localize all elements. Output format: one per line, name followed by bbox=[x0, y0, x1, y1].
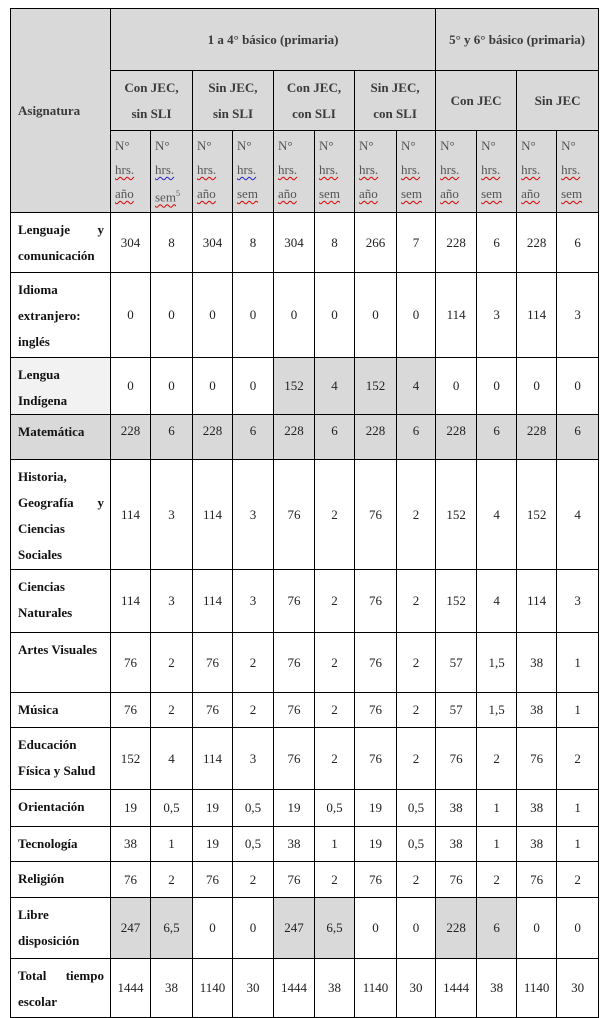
cell-hours-year: 38 bbox=[517, 827, 557, 862]
cell-hours-week: 1 bbox=[557, 693, 599, 728]
subheader-4: Con JEC bbox=[436, 71, 517, 131]
cell-hours-week: 30 bbox=[557, 959, 599, 1018]
unit-no: N° bbox=[521, 138, 536, 153]
cell-hours-week: 6 bbox=[397, 415, 436, 460]
table-row bbox=[11, 827, 599, 862]
unit-header-week bbox=[233, 131, 274, 213]
cell-hours-year: 76 bbox=[355, 460, 397, 570]
cell-hours-week: 2 bbox=[397, 728, 436, 790]
unit-header-week bbox=[151, 131, 193, 213]
cell-hours-week: 1,5 bbox=[477, 693, 517, 728]
row-label: Religión bbox=[11, 862, 111, 898]
cell-hours-week: 3 bbox=[233, 728, 274, 790]
cell-hours-week: 4 bbox=[557, 460, 599, 570]
cell-hours-week: 4 bbox=[477, 570, 517, 633]
unit-period: año bbox=[521, 186, 540, 201]
cell-hours-year: 76 bbox=[274, 862, 315, 898]
unit-no: N° bbox=[561, 138, 576, 153]
cell-hours-week: 2 bbox=[151, 862, 193, 898]
cell-hours-week: 6 bbox=[151, 415, 193, 460]
cell-hours-year: 152 bbox=[111, 728, 151, 790]
cell-hours-year: 76 bbox=[274, 570, 315, 633]
cell-hours-year: 1140 bbox=[193, 959, 233, 1018]
cell-hours-year: 76 bbox=[274, 460, 315, 570]
cell-hours-week: 0 bbox=[557, 898, 599, 959]
cell-hours-year: 19 bbox=[355, 827, 397, 862]
cell-hours-year: 76 bbox=[274, 693, 315, 728]
cell-hours-week: 3 bbox=[477, 273, 517, 358]
table-row bbox=[11, 415, 599, 460]
cell-hours-year: 0 bbox=[193, 898, 233, 959]
cell-hours-week: 2 bbox=[151, 633, 193, 693]
cell-hours-year: 114 bbox=[111, 570, 151, 633]
cell-hours-year: 114 bbox=[517, 570, 557, 633]
cell-hours-week: 2 bbox=[557, 862, 599, 898]
cell-hours-week: 0 bbox=[397, 273, 436, 358]
curriculum-hours-table bbox=[10, 8, 599, 1018]
cell-hours-year: 228 bbox=[274, 415, 315, 460]
cell-hours-year: 114 bbox=[111, 460, 151, 570]
row-label: Lenguaje y comunicación bbox=[11, 213, 111, 273]
row-label: Libre disposición bbox=[11, 898, 111, 959]
cell-hours-year: 152 bbox=[517, 460, 557, 570]
table-row bbox=[11, 898, 599, 959]
cell-hours-week: 2 bbox=[557, 728, 599, 790]
unit-no: N° bbox=[359, 138, 374, 153]
footnote-marker: 5 bbox=[175, 189, 180, 198]
cell-hours-year: 114 bbox=[436, 273, 477, 358]
cell-hours-week: 1 bbox=[315, 827, 355, 862]
cell-hours-year: 76 bbox=[355, 570, 397, 633]
cell-hours-week: 8 bbox=[233, 213, 274, 273]
cell-hours-week: 0 bbox=[557, 358, 599, 415]
unit-no: N° bbox=[319, 138, 334, 153]
cell-hours-year: 114 bbox=[193, 728, 233, 790]
unit-no: N° bbox=[155, 138, 170, 153]
cell-hours-year: 0 bbox=[274, 273, 315, 358]
cell-hours-week: 4 bbox=[397, 358, 436, 415]
cell-hours-week: 2 bbox=[315, 460, 355, 570]
table-row bbox=[11, 959, 599, 1018]
cell-hours-week: 2 bbox=[397, 693, 436, 728]
row-label: Idioma extranjero: inglés bbox=[11, 273, 111, 358]
cell-hours-week: 0,5 bbox=[233, 790, 274, 827]
cell-hours-week: 2 bbox=[397, 460, 436, 570]
cell-hours-week: 0 bbox=[477, 358, 517, 415]
cell-hours-year: 247 bbox=[274, 898, 315, 959]
cell-hours-week: 0 bbox=[151, 358, 193, 415]
row-label: Orientación bbox=[11, 790, 111, 827]
cell-hours-week: 2 bbox=[315, 728, 355, 790]
cell-hours-year: 76 bbox=[111, 633, 151, 693]
row-label: Total tiempo escolar bbox=[11, 959, 111, 1018]
cell-hours-week: 1 bbox=[477, 827, 517, 862]
cell-hours-year: 38 bbox=[436, 790, 477, 827]
unit-period: sem bbox=[561, 186, 583, 201]
cell-hours-week: 0,5 bbox=[315, 790, 355, 827]
cell-hours-year: 76 bbox=[436, 728, 477, 790]
header-asignatura: Asignatura bbox=[11, 9, 111, 213]
cell-hours-year: 1140 bbox=[355, 959, 397, 1018]
cell-hours-year: 228 bbox=[111, 415, 151, 460]
cell-hours-week: 2 bbox=[315, 570, 355, 633]
cell-hours-week: 0,5 bbox=[151, 790, 193, 827]
cell-hours-week: 3 bbox=[557, 570, 599, 633]
cell-hours-week: 2 bbox=[315, 633, 355, 693]
unit-header-week bbox=[557, 131, 599, 213]
cell-hours-year: 0 bbox=[355, 273, 397, 358]
cell-hours-year: 38 bbox=[436, 827, 477, 862]
unit-period: sem bbox=[319, 186, 340, 201]
cell-hours-week: 38 bbox=[315, 959, 355, 1018]
cell-hours-year: 76 bbox=[436, 862, 477, 898]
subheader-2: Con JEC, con SLI bbox=[274, 71, 355, 131]
cell-hours-week: 0,5 bbox=[397, 827, 436, 862]
unit-hrs: hrs. bbox=[115, 162, 135, 177]
cell-hours-year: 76 bbox=[355, 633, 397, 693]
unit-period: sem bbox=[237, 186, 258, 201]
cell-hours-year: 19 bbox=[274, 790, 315, 827]
cell-hours-year: 19 bbox=[193, 790, 233, 827]
cell-hours-week: 4 bbox=[315, 358, 355, 415]
unit-hrs: hrs. bbox=[401, 162, 421, 177]
cell-hours-year: 114 bbox=[193, 460, 233, 570]
cell-hours-week: 2 bbox=[315, 862, 355, 898]
cell-hours-week: 2 bbox=[397, 633, 436, 693]
unit-header-week bbox=[315, 131, 355, 213]
unit-hrs: hrs. bbox=[481, 162, 501, 177]
table-row bbox=[11, 460, 599, 570]
cell-hours-year: 57 bbox=[436, 693, 477, 728]
unit-hrs: hrs. bbox=[237, 162, 257, 177]
cell-hours-year: 0 bbox=[111, 273, 151, 358]
table-row bbox=[11, 728, 599, 790]
cell-hours-year: 19 bbox=[193, 827, 233, 862]
table-row bbox=[11, 693, 599, 728]
cell-hours-year: 38 bbox=[517, 693, 557, 728]
unit-header-year bbox=[274, 131, 315, 213]
cell-hours-week: 0 bbox=[233, 273, 274, 358]
cell-hours-year: 19 bbox=[355, 790, 397, 827]
table-row bbox=[11, 213, 599, 273]
cell-hours-year: 76 bbox=[517, 728, 557, 790]
unit-hrs: hrs. bbox=[155, 162, 175, 177]
cell-hours-week: 6 bbox=[477, 898, 517, 959]
cell-hours-year: 0 bbox=[111, 358, 151, 415]
cell-hours-year: 76 bbox=[111, 862, 151, 898]
unit-hrs: hrs. bbox=[197, 162, 217, 177]
row-label: Ciencias Naturales bbox=[11, 570, 111, 633]
cell-hours-year: 228 bbox=[193, 415, 233, 460]
cell-hours-year: 76 bbox=[355, 862, 397, 898]
unit-header-year bbox=[355, 131, 397, 213]
cell-hours-year: 0 bbox=[193, 273, 233, 358]
cell-hours-year: 76 bbox=[274, 633, 315, 693]
cell-hours-year: 76 bbox=[517, 862, 557, 898]
unit-period: año bbox=[278, 186, 297, 201]
cell-hours-week: 38 bbox=[477, 959, 517, 1018]
cell-hours-week: 1 bbox=[557, 790, 599, 827]
cell-hours-year: 228 bbox=[517, 213, 557, 273]
cell-hours-week: 2 bbox=[233, 862, 274, 898]
table-row bbox=[11, 862, 599, 898]
unit-hrs: hrs. bbox=[440, 162, 460, 177]
unit-no: N° bbox=[401, 138, 416, 153]
cell-hours-year: 76 bbox=[274, 728, 315, 790]
cell-hours-year: 0 bbox=[193, 358, 233, 415]
unit-period: año bbox=[440, 186, 459, 201]
cell-hours-year: 304 bbox=[193, 213, 233, 273]
unit-period: año bbox=[115, 186, 134, 201]
cell-hours-week: 0 bbox=[315, 273, 355, 358]
subheader-1: Sin JEC, sin SLI bbox=[193, 71, 274, 131]
unit-header-year bbox=[517, 131, 557, 213]
subheader-5: Sin JEC bbox=[517, 71, 599, 131]
cell-hours-week: 6,5 bbox=[151, 898, 193, 959]
cell-hours-year: 152 bbox=[436, 570, 477, 633]
row-label: Educación Física y Salud bbox=[11, 728, 111, 790]
cell-hours-year: 228 bbox=[517, 415, 557, 460]
cell-hours-year: 38 bbox=[111, 827, 151, 862]
cell-hours-week: 8 bbox=[315, 213, 355, 273]
cell-hours-week: 0,5 bbox=[233, 827, 274, 862]
header-group-1-4-basico: 1 a 4° básico (primaria) bbox=[111, 9, 436, 71]
cell-hours-year: 152 bbox=[355, 358, 397, 415]
unit-hrs: hrs. bbox=[359, 162, 379, 177]
unit-header-week bbox=[477, 131, 517, 213]
cell-hours-week: 3 bbox=[557, 273, 599, 358]
cell-hours-year: 1444 bbox=[274, 959, 315, 1018]
unit-no: N° bbox=[440, 138, 455, 153]
cell-hours-week: 30 bbox=[397, 959, 436, 1018]
cell-hours-year: 57 bbox=[436, 633, 477, 693]
cell-hours-week: 1 bbox=[477, 790, 517, 827]
table-row bbox=[11, 358, 599, 415]
cell-hours-year: 38 bbox=[517, 633, 557, 693]
cell-hours-week: 6 bbox=[233, 415, 274, 460]
row-label: Tecnología bbox=[11, 827, 111, 862]
cell-hours-year: 76 bbox=[193, 693, 233, 728]
cell-hours-year: 304 bbox=[274, 213, 315, 273]
unit-no: N° bbox=[237, 138, 252, 153]
unit-period: sem bbox=[155, 189, 176, 205]
cell-hours-week: 0 bbox=[151, 273, 193, 358]
cell-hours-year: 247 bbox=[111, 898, 151, 959]
row-label: Historia, Geografía y Ciencias Sociales bbox=[11, 460, 111, 570]
cell-hours-year: 114 bbox=[517, 273, 557, 358]
unit-header-week bbox=[397, 131, 436, 213]
cell-hours-week: 38 bbox=[151, 959, 193, 1018]
unit-no: N° bbox=[278, 138, 293, 153]
cell-hours-week: 30 bbox=[233, 959, 274, 1018]
subheader-3: Sin JEC, con SLI bbox=[355, 71, 436, 131]
unit-header-year bbox=[193, 131, 233, 213]
cell-hours-week: 0 bbox=[397, 898, 436, 959]
cell-hours-week: 3 bbox=[151, 570, 193, 633]
cell-hours-week: 1 bbox=[557, 827, 599, 862]
cell-hours-year: 76 bbox=[355, 693, 397, 728]
cell-hours-year: 0 bbox=[517, 898, 557, 959]
table-row bbox=[11, 633, 599, 693]
cell-hours-week: 6 bbox=[557, 213, 599, 273]
cell-hours-week: 7 bbox=[397, 213, 436, 273]
cell-hours-year: 76 bbox=[355, 728, 397, 790]
cell-hours-week: 6 bbox=[477, 213, 517, 273]
cell-hours-week: 2 bbox=[477, 862, 517, 898]
unit-period: año bbox=[197, 186, 216, 201]
cell-hours-week: 0 bbox=[233, 358, 274, 415]
cell-hours-week: 3 bbox=[151, 460, 193, 570]
cell-hours-year: 0 bbox=[436, 358, 477, 415]
cell-hours-week: 6 bbox=[557, 415, 599, 460]
row-label: Artes Visuales bbox=[11, 633, 111, 693]
cell-hours-year: 228 bbox=[355, 415, 397, 460]
cell-hours-week: 0,5 bbox=[397, 790, 436, 827]
cell-hours-week: 2 bbox=[233, 633, 274, 693]
row-label: Lengua Indígena bbox=[11, 358, 111, 415]
unit-no: N° bbox=[481, 138, 496, 153]
cell-hours-year: 38 bbox=[274, 827, 315, 862]
table-row bbox=[11, 273, 599, 358]
cell-hours-year: 1444 bbox=[111, 959, 151, 1018]
cell-hours-year: 0 bbox=[355, 898, 397, 959]
unit-no: N° bbox=[197, 138, 212, 153]
subheader-0: Con JEC, sin SLI bbox=[111, 71, 193, 131]
cell-hours-week: 3 bbox=[233, 570, 274, 633]
cell-hours-week: 4 bbox=[151, 728, 193, 790]
cell-hours-week: 0 bbox=[233, 898, 274, 959]
cell-hours-week: 6 bbox=[315, 415, 355, 460]
cell-hours-year: 76 bbox=[193, 633, 233, 693]
cell-hours-year: 228 bbox=[436, 213, 477, 273]
cell-hours-week: 2 bbox=[397, 570, 436, 633]
cell-hours-year: 228 bbox=[436, 415, 477, 460]
cell-hours-year: 266 bbox=[355, 213, 397, 273]
cell-hours-week: 6,5 bbox=[315, 898, 355, 959]
cell-hours-year: 114 bbox=[193, 570, 233, 633]
cell-hours-year: 152 bbox=[274, 358, 315, 415]
cell-hours-year: 228 bbox=[436, 898, 477, 959]
cell-hours-week: 3 bbox=[233, 460, 274, 570]
cell-hours-week: 1 bbox=[151, 827, 193, 862]
unit-period: sem bbox=[481, 186, 503, 201]
cell-hours-year: 19 bbox=[111, 790, 151, 827]
table-row bbox=[11, 790, 599, 827]
unit-period: año bbox=[359, 186, 378, 201]
cell-hours-year: 1140 bbox=[517, 959, 557, 1018]
unit-header-year bbox=[111, 131, 151, 213]
cell-hours-year: 38 bbox=[517, 790, 557, 827]
unit-period: sem bbox=[401, 186, 422, 201]
cell-hours-week: 1 bbox=[557, 633, 599, 693]
unit-hrs: hrs. bbox=[561, 162, 581, 177]
cell-hours-week: 6 bbox=[477, 415, 517, 460]
unit-header-year bbox=[436, 131, 477, 213]
cell-hours-year: 1444 bbox=[436, 959, 477, 1018]
cell-hours-week: 2 bbox=[233, 693, 274, 728]
cell-hours-week: 2 bbox=[315, 693, 355, 728]
cell-hours-week: 8 bbox=[151, 213, 193, 273]
cell-hours-week: 2 bbox=[397, 862, 436, 898]
cell-hours-year: 0 bbox=[517, 358, 557, 415]
cell-hours-week: 2 bbox=[151, 693, 193, 728]
cell-hours-year: 152 bbox=[436, 460, 477, 570]
cell-hours-year: 76 bbox=[111, 693, 151, 728]
table-row bbox=[11, 570, 599, 633]
row-label: Matemática bbox=[11, 415, 111, 460]
row-label: Música bbox=[11, 693, 111, 728]
unit-hrs: hrs. bbox=[521, 162, 541, 177]
cell-hours-week: 4 bbox=[477, 460, 517, 570]
unit-hrs: hrs. bbox=[319, 162, 339, 177]
unit-hrs: hrs. bbox=[278, 162, 298, 177]
cell-hours-week: 1,5 bbox=[477, 633, 517, 693]
cell-hours-year: 304 bbox=[111, 213, 151, 273]
header-group-5-6-basico: 5° y 6° básico (primaria) bbox=[436, 9, 599, 71]
unit-no: N° bbox=[115, 138, 130, 153]
cell-hours-year: 76 bbox=[193, 862, 233, 898]
cell-hours-week: 2 bbox=[477, 728, 517, 790]
